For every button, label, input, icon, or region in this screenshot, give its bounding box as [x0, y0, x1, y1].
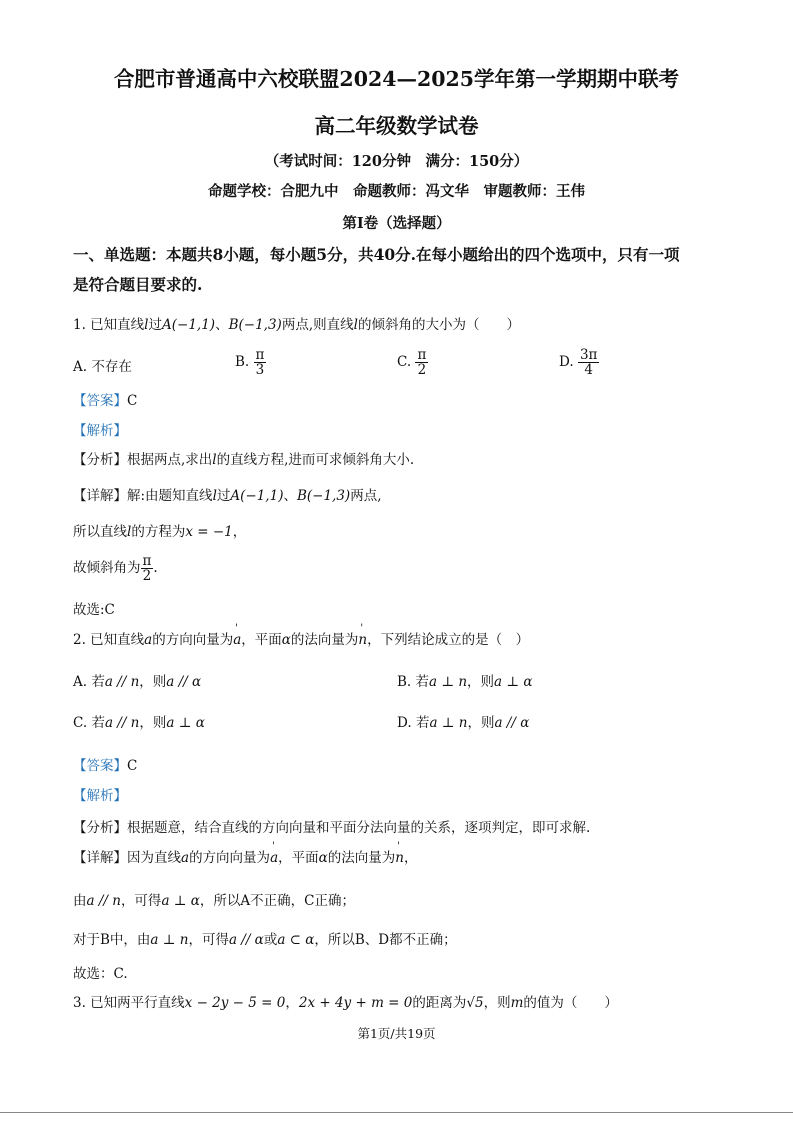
- q2-option-d-rel: a ⊥ n: [429, 715, 468, 731]
- q2-option-b-then: ，则: [467, 674, 495, 690]
- q2-vec-a: ' a: [233, 632, 241, 648]
- q2-l3-res2: a ⊂ α: [277, 932, 315, 948]
- q2-option-b-rel: a ⊥ n: [429, 674, 468, 690]
- q1-xiangjie: [73, 484, 382, 504]
- q1-xj-a: 解:由题知直线: [127, 488, 213, 504]
- q2-stem-d: 的法向量为: [290, 632, 359, 648]
- exam-info: （考试时间：120分钟 满分：150分）: [264, 153, 529, 170]
- q2-option-d-pre: 若: [415, 715, 430, 731]
- q1-angle-line: [73, 554, 158, 583]
- q2-xj-vec-a: ' a: [270, 850, 278, 866]
- q1-xj-b: 过: [216, 488, 231, 504]
- q1-xiangjie-tag: 【详解】: [73, 488, 127, 504]
- q1-option-b-den: 3: [255, 362, 265, 379]
- q1-eq-b: 的方程为: [131, 524, 186, 540]
- exam-title: 合肥市普通高中六校联盟2024—2025学年第一学期期中联考: [113, 67, 680, 91]
- q2-xj-a: 因为直线: [127, 850, 181, 866]
- q2-deduction-2: [73, 928, 457, 948]
- q1-line-l: l: [144, 317, 149, 333]
- part-heading: 第Ⅰ卷（选择题）: [342, 215, 451, 232]
- q2-answer: [73, 754, 137, 774]
- q2-l3-rel: a ⊥ n: [150, 932, 189, 948]
- q1-xj-sep: 、: [283, 488, 297, 504]
- q2-vec-n: ' n: [358, 632, 367, 648]
- q1-pass: 过: [148, 317, 162, 333]
- q1-option-b-num: π: [255, 347, 265, 363]
- q2-stem-e: ，下列结论成立的是（ ）: [367, 632, 530, 648]
- q1-angle-end: .: [153, 560, 158, 577]
- q1-answer-tag: 【答案】: [73, 393, 127, 409]
- q1-option-b: [235, 348, 266, 377]
- q2-option-d-label: D.: [397, 715, 412, 731]
- q3-stem: [73, 991, 618, 1011]
- q2-stem-b: 的方向向量为: [152, 632, 234, 648]
- q2-option-d-res: a // α: [494, 715, 530, 731]
- q1-angle-a: 故倾斜角为: [73, 560, 141, 577]
- q2-option-c-pre: 若: [91, 715, 105, 731]
- q2-l2-res: a ⊥ α: [161, 893, 200, 909]
- q2-option-c: [73, 711, 205, 731]
- q1-eq-a: 所以直线: [73, 524, 127, 540]
- q2-option-a-res: a // α: [166, 674, 202, 690]
- q2-stem-c: ，平面: [241, 632, 282, 648]
- q1-fenxi: [73, 448, 414, 468]
- q1-stem: [73, 313, 520, 333]
- q1-sep: 、: [215, 317, 229, 333]
- q3-sep: ，: [285, 995, 299, 1011]
- q1-option-d-fraction: [578, 348, 599, 377]
- q1-option-c: [397, 348, 428, 377]
- q2-xj-c: ，平面: [278, 850, 319, 866]
- q2-l2-c: ，所以A不正确，C正确；: [199, 893, 355, 909]
- q2-l3-a: 对于B中，由: [73, 932, 151, 948]
- q2-line-a: a: [144, 632, 153, 648]
- q1-option-c-fraction: [415, 348, 428, 377]
- q2-option-d-then: ，则: [467, 715, 495, 731]
- q1-option-c-num: π: [417, 347, 427, 363]
- q1-option-a-text: 不存在: [91, 359, 132, 375]
- q1-eq-l: l: [127, 524, 132, 540]
- q2-option-c-rel: a // n: [104, 715, 140, 731]
- q1-angle-num: π: [142, 553, 152, 569]
- q1-xj-point-b: B(−1,3): [296, 488, 351, 504]
- q1-answer: [73, 389, 137, 409]
- q1-xj-c: 两点,: [350, 488, 382, 504]
- q1-point-a: A(−1,1): [162, 317, 216, 333]
- q2-xj-d: 的法向量为: [327, 850, 396, 866]
- q2-option-a-rel: a // n: [104, 674, 140, 690]
- q2-option-a: [73, 670, 201, 690]
- q2-xj-vec-n: ' n: [395, 850, 404, 866]
- q2-l3-b: ，可得: [188, 932, 229, 948]
- q3-stem-a: 3. 已知两平行直线: [73, 995, 185, 1011]
- q1-fenxi-a: 根据两点,求出: [127, 452, 213, 468]
- q1-option-d-den: 4: [584, 362, 593, 379]
- q2-l2-b: ，可得: [120, 893, 162, 909]
- q2-xiangjie-tag: 【详解】: [73, 850, 127, 866]
- q2-xiangjie: [73, 846, 417, 866]
- exam-authors: 命题学校：合肥九中 命题教师：冯文华 审题教师：王伟: [208, 183, 585, 200]
- q2-option-b-label: B.: [397, 674, 412, 690]
- q1-option-b-fraction: [254, 348, 267, 377]
- q2-option-b-res: a ⊥ α: [494, 674, 533, 690]
- q1-option-b-label: B.: [235, 354, 250, 371]
- q2-option-a-pre: 若: [91, 674, 105, 690]
- q2-option-b-pre: 若: [415, 674, 430, 690]
- q1-analysis-tag: 【解析】: [73, 423, 127, 439]
- section-heading-line2: 是符合题目要求的.: [73, 275, 203, 294]
- q3-m: m: [510, 995, 524, 1011]
- q2-option-c-label: C.: [73, 715, 88, 731]
- q2-option-a-label: A.: [73, 674, 88, 690]
- q1-eq-end: ，: [232, 524, 247, 540]
- q2-l2-a: 由: [73, 893, 87, 909]
- q2-fenxi-tag: 【分析】: [73, 820, 127, 836]
- q2-plane-alpha: α: [281, 632, 291, 648]
- q3-eq2: 2x + 4y + m = 0: [298, 995, 413, 1011]
- q2-answer-tag: 【答案】: [73, 758, 127, 774]
- q2-analysis-tag: 【解析】: [73, 788, 127, 804]
- q2-stem: [73, 628, 529, 648]
- q1-option-c-den: 2: [417, 362, 427, 379]
- q1-option-d: [559, 348, 599, 377]
- q2-xj-e: ，: [403, 850, 418, 866]
- q2-xj-b: 的方向向量为: [189, 850, 271, 866]
- q1-stem-suffix: 两点,则直线: [281, 317, 354, 333]
- q1-fenxi-l: l: [212, 452, 217, 468]
- q1-fenxi-b: 的直线方程,进而可求倾斜角大小.: [216, 452, 415, 468]
- q3-eq1: x − 2y − 5 = 0: [184, 995, 286, 1011]
- page-number: 第1页/共19页: [357, 1026, 436, 1041]
- q1-stem-prefix: 1. 已知直线: [73, 317, 145, 333]
- q2-xj-line-a: a: [181, 850, 190, 866]
- q1-equation-line: [73, 520, 246, 540]
- page-bottom-divider: [0, 1112, 793, 1113]
- q1-option-d-num: 3π: [579, 347, 598, 363]
- q1-point-b: B(−1,3): [228, 317, 282, 333]
- q2-l3-or: 或: [263, 932, 278, 948]
- q1-option-c-label: C.: [397, 354, 412, 371]
- q2-l2-rel: a // n: [86, 893, 121, 909]
- q2-fenxi: [73, 816, 590, 836]
- q1-xj-l: l: [212, 488, 217, 504]
- exam-subtitle: 高二年级数学试卷: [314, 114, 479, 138]
- q1-fenxi-tag: 【分析】: [73, 452, 127, 468]
- q1-answer-value: C: [127, 393, 138, 409]
- q2-deduction-1: [73, 889, 355, 909]
- q2-xj-alpha: α: [318, 850, 328, 866]
- q2-answer-value: C: [127, 758, 138, 774]
- q2-fenxi-text: 根据题意，结合直线的方向向量和平面分法向量的关系，逐项判定，即可求解.: [127, 820, 591, 836]
- q3-distance: √5: [466, 995, 484, 1011]
- q2-option-a-then: ，则: [139, 674, 167, 690]
- q2-l3-c: ，所以B、D都不正确；: [314, 932, 457, 948]
- q2-option-c-res: a ⊥ α: [166, 715, 205, 731]
- q1-xj-point-a: A(−1,1): [230, 488, 284, 504]
- q3-stem-d: 的值为（ ）: [523, 995, 618, 1011]
- q1-choose: 故选:C: [73, 602, 115, 618]
- q2-stem-a: 2. 已知直线: [73, 632, 145, 648]
- q1-stem-end: 的倾斜角的大小为（ ）: [357, 317, 520, 333]
- q1-eq: x = −1: [185, 524, 233, 540]
- q1-angle-fraction: [141, 554, 154, 583]
- q2-option-d: [397, 711, 529, 731]
- q1-angle-den: 2: [142, 568, 152, 585]
- q2-option-b: [397, 670, 533, 690]
- section-heading-line1: 一、单选题：本题共8小题，每小题5分，共40分.在每小题给出的四个选项中，只有一项: [73, 245, 680, 264]
- q1-option-d-label: D.: [559, 354, 574, 371]
- q2-choose: 故选：C.: [73, 966, 128, 982]
- q1-line-l-2: l: [353, 317, 358, 333]
- q3-stem-b: 的距离为: [412, 995, 467, 1011]
- q2-l3-res1: a // α: [228, 932, 264, 948]
- q1-option-a: [73, 355, 132, 375]
- q1-option-a-label: A.: [73, 359, 88, 375]
- q2-option-c-then: ，则: [139, 715, 167, 731]
- q3-stem-c: ，则: [483, 995, 511, 1011]
